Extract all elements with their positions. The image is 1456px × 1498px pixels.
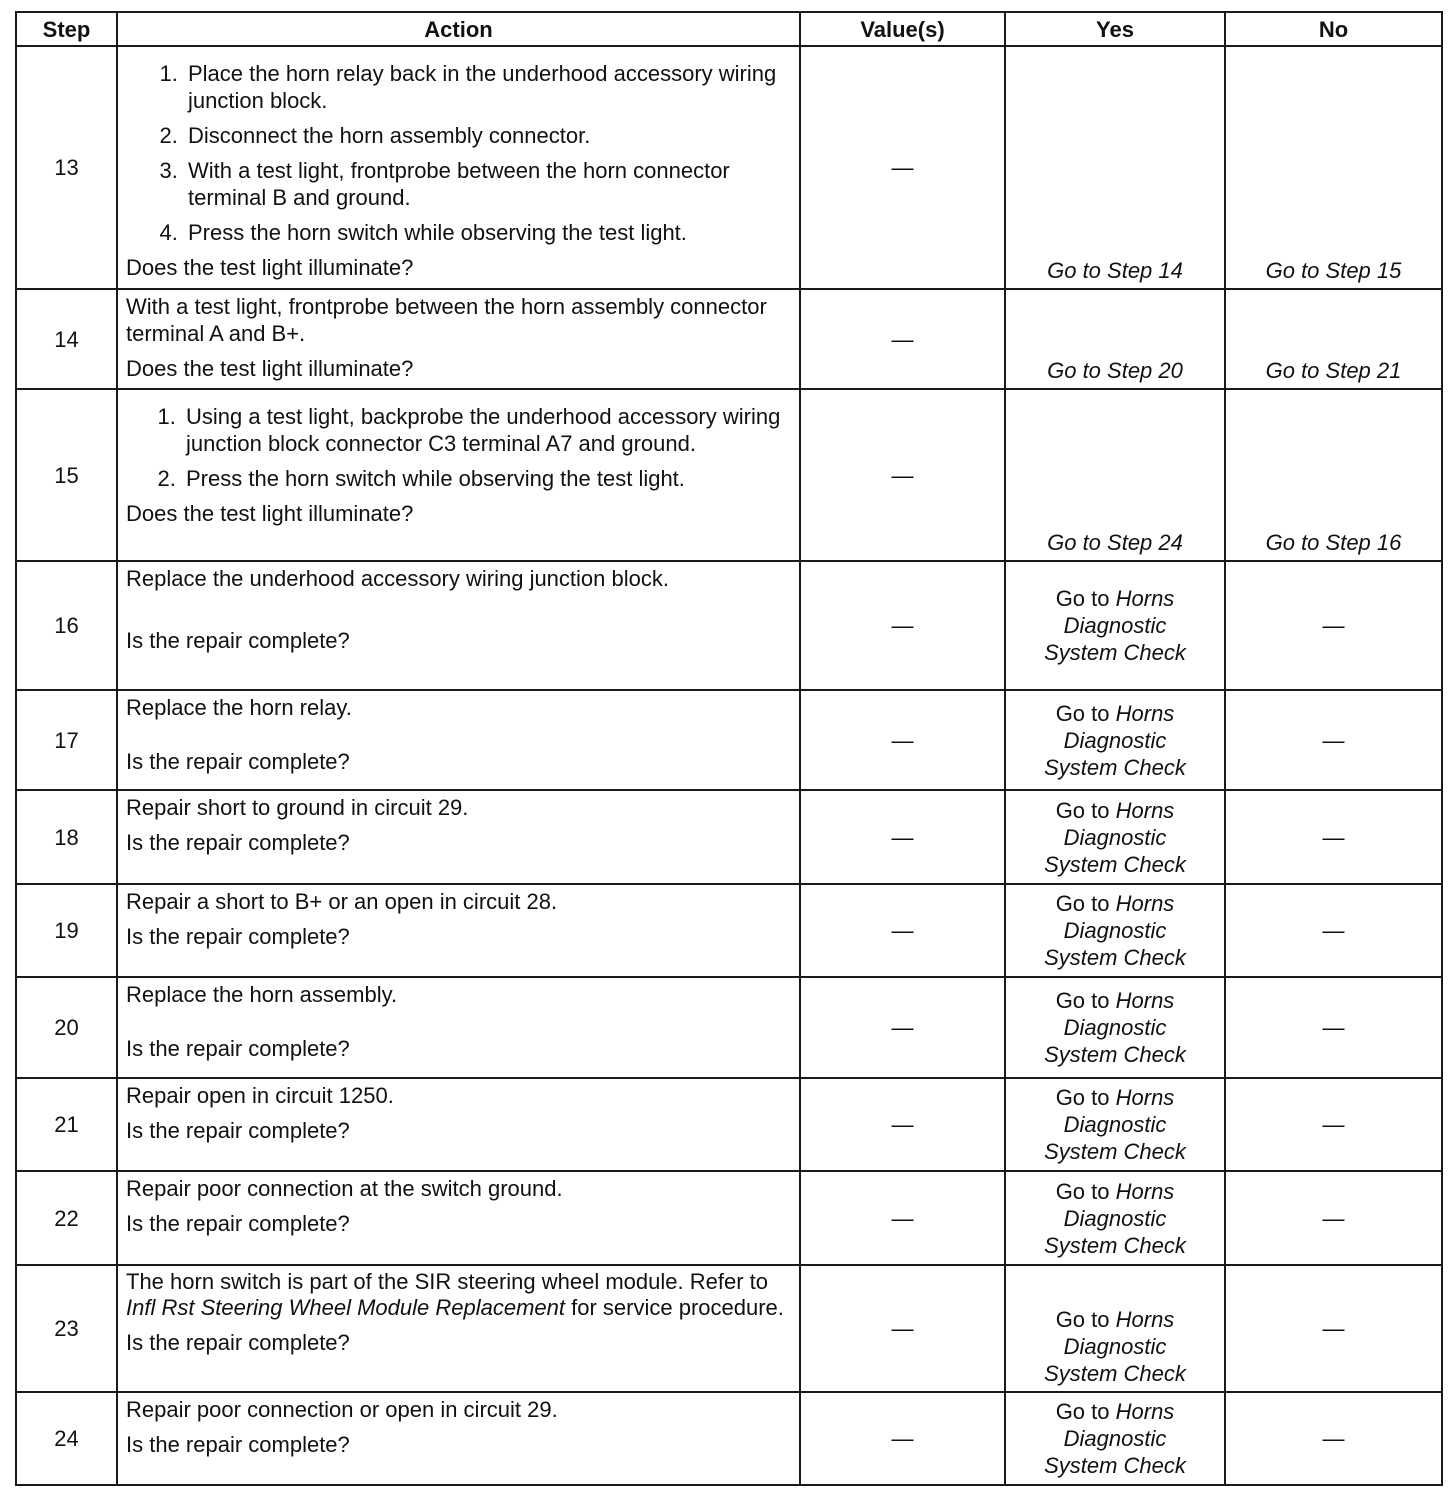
- goto-prefix: Go to: [1055, 1399, 1110, 1424]
- goto-target: System Check: [1044, 1232, 1186, 1258]
- header-values: Value(s): [800, 12, 1005, 46]
- no-cell: —: [1225, 884, 1442, 977]
- header-yes: Yes: [1005, 12, 1225, 46]
- goto-target: Horns: [1115, 700, 1175, 726]
- goto-target: Horns: [1115, 586, 1175, 611]
- action-cell: [117, 1078, 800, 1171]
- goto-target: Horns: [1115, 891, 1175, 916]
- goto-link: [1014, 797, 1216, 824]
- goto-target: Horns: [1115, 1178, 1175, 1204]
- yes-cell: [1005, 1078, 1225, 1171]
- table-row: [16, 884, 1442, 977]
- action-step: 4. Press the horn switch while observing the test light.: [184, 219, 791, 246]
- yes-cell: [1005, 1171, 1225, 1265]
- action-step: 2. Disconnect the horn assembly connector.: [184, 122, 791, 149]
- goto-target: Horns: [1115, 988, 1175, 1013]
- action-text: Replace the horn relay.: [126, 695, 352, 720]
- value-cell: —: [800, 690, 1005, 790]
- header-step: Step: [16, 12, 117, 46]
- yes-cell: [1005, 884, 1225, 977]
- yes-cell: [1005, 977, 1225, 1078]
- action-cell: [117, 46, 800, 289]
- action-question: Does the test light illuminate?: [126, 255, 414, 280]
- no-cell: —: [1225, 1078, 1442, 1171]
- action-steps: [126, 60, 791, 246]
- goto-target: System Check: [1044, 640, 1186, 665]
- goto-link: [1014, 700, 1216, 727]
- step-number: 18: [16, 790, 117, 884]
- goto-link: [1014, 1306, 1216, 1333]
- action-question: Is the repair complete?: [126, 628, 350, 653]
- no-cell: Go to Step 15: [1225, 46, 1442, 289]
- step-number: 13: [16, 46, 117, 289]
- action-question: Is the repair complete?: [126, 1432, 350, 1457]
- action-text: Repair poor connection at the switch ground.: [126, 1176, 563, 1201]
- goto-target: Horns: [1115, 1307, 1175, 1332]
- goto-prefix: Go to: [1055, 700, 1110, 726]
- goto-link: [1014, 890, 1216, 917]
- yes-cell: [1005, 1265, 1225, 1392]
- goto-target: Horns: [1115, 1085, 1175, 1110]
- table-row: [16, 1171, 1442, 1265]
- table-row: [16, 389, 1442, 561]
- value-cell: —: [800, 389, 1005, 561]
- value-cell: —: [800, 884, 1005, 977]
- table-row: [16, 1078, 1442, 1171]
- action-cell: [117, 561, 800, 690]
- goto-prefix: Go to: [1055, 988, 1110, 1013]
- step-number: 21: [16, 1078, 117, 1171]
- value-cell: —: [800, 977, 1005, 1078]
- action-question: Does the test light illuminate?: [126, 501, 414, 526]
- diagnostic-table: [15, 11, 1443, 1486]
- action-step: 1. Place the horn relay back in the underhood accessory wiring junction block.: [184, 60, 791, 114]
- no-cell: —: [1225, 790, 1442, 884]
- goto-link: [1014, 585, 1216, 612]
- goto-target: Diagnostic: [1063, 1426, 1167, 1451]
- value-cell: —: [800, 1265, 1005, 1392]
- goto-target: Horns: [1115, 1399, 1175, 1424]
- action-step: 2. Press the horn switch while observing the test light.: [182, 465, 791, 492]
- step-number: 17: [16, 690, 117, 790]
- action-cell: [117, 1265, 800, 1392]
- no-cell: —: [1225, 561, 1442, 690]
- action-cell: [117, 690, 800, 790]
- step-number: 15: [16, 389, 117, 561]
- table-row: [16, 1392, 1442, 1485]
- step-number: 24: [16, 1392, 117, 1485]
- yes-cell: Go to Step 24: [1005, 389, 1225, 561]
- action-spacer: [126, 1016, 791, 1035]
- action-text: With a test light, frontprobe between the horn assembly connector terminal A and B+.: [126, 294, 767, 346]
- value-cell: —: [800, 1078, 1005, 1171]
- action-text: [126, 1269, 791, 1321]
- action-question: Is the repair complete?: [126, 1211, 350, 1236]
- goto-target: Diagnostic: [1063, 727, 1167, 753]
- goto-link: [1014, 1084, 1216, 1111]
- table-row: [16, 690, 1442, 790]
- step-number: 22: [16, 1171, 117, 1265]
- goto-target: System Check: [1044, 851, 1186, 877]
- action-cell: [117, 884, 800, 977]
- action-question: Is the repair complete?: [126, 1118, 350, 1143]
- action-text: Repair open in circuit 1250.: [126, 1083, 394, 1108]
- yes-cell: [1005, 790, 1225, 884]
- yes-cell: [1005, 690, 1225, 790]
- value-cell: —: [800, 1392, 1005, 1485]
- value-cell: —: [800, 46, 1005, 289]
- action-text: Repair short to ground in circuit 29.: [126, 795, 469, 820]
- goto-prefix: Go to: [1055, 1307, 1110, 1332]
- action-step: 1. Using a test light, backprobe the underhood accessory wiring junction block connector C3 terminal A7 and ground.: [182, 403, 791, 457]
- value-cell: —: [800, 561, 1005, 690]
- value-cell: —: [800, 790, 1005, 884]
- step-number: 23: [16, 1265, 117, 1392]
- action-text-pre: The horn switch is part of the SIR steering wheel module. Refer to: [126, 1269, 768, 1294]
- no-cell: Go to Step 21: [1225, 289, 1442, 389]
- action-question: Is the repair complete?: [126, 830, 350, 855]
- table-row: [16, 1265, 1442, 1392]
- action-spacer: [126, 600, 791, 627]
- action-text: Replace the horn assembly.: [126, 982, 398, 1007]
- goto-target: Diagnostic: [1063, 824, 1167, 850]
- step-number: 14: [16, 289, 117, 389]
- goto-link: [1014, 1398, 1216, 1425]
- action-text: Replace the underhood accessory wiring junction block.: [126, 566, 669, 591]
- yes-cell: [1005, 1392, 1225, 1485]
- value-cell: —: [800, 289, 1005, 389]
- goto-prefix: Go to: [1055, 797, 1110, 823]
- goto-link: [1014, 1178, 1216, 1205]
- yes-cell: Go to Step 20: [1005, 289, 1225, 389]
- goto-link: [1014, 987, 1216, 1014]
- goto-target: Diagnostic: [1063, 1015, 1167, 1040]
- goto-prefix: Go to: [1055, 1085, 1110, 1110]
- table-row: [16, 977, 1442, 1078]
- action-cell: [117, 389, 800, 561]
- header-no: No: [1225, 12, 1442, 46]
- action-text: Repair poor connection or open in circuit 29.: [126, 1397, 558, 1422]
- action-text: Repair a short to B+ or an open in circuit 28.: [126, 889, 558, 914]
- no-cell: —: [1225, 1171, 1442, 1265]
- table-row: [16, 561, 1442, 690]
- no-cell: —: [1225, 690, 1442, 790]
- goto-target: System Check: [1044, 754, 1186, 780]
- action-spacer: [126, 729, 791, 748]
- goto-target: Diagnostic: [1063, 1334, 1167, 1359]
- action-cell: [117, 790, 800, 884]
- yes-cell: Go to Step 14: [1005, 46, 1225, 289]
- goto-target: System Check: [1044, 1361, 1186, 1386]
- no-cell: —: [1225, 1392, 1442, 1485]
- action-question: Is the repair complete?: [126, 924, 350, 949]
- table-row: [16, 790, 1442, 884]
- action-step: 3. With a test light, frontprobe between the horn connector terminal B and ground.: [184, 157, 791, 211]
- value-cell: —: [800, 1171, 1005, 1265]
- no-cell: Go to Step 16: [1225, 389, 1442, 561]
- goto-target: System Check: [1044, 1453, 1186, 1478]
- goto-target: Diagnostic: [1063, 918, 1167, 943]
- goto-prefix: Go to: [1055, 586, 1110, 611]
- header-row: [16, 12, 1442, 46]
- header-action: Action: [117, 12, 800, 46]
- goto-target: System Check: [1044, 1042, 1186, 1067]
- step-number: 19: [16, 884, 117, 977]
- goto-target: Diagnostic: [1063, 1205, 1167, 1231]
- table-row: [16, 289, 1442, 389]
- action-text-post: for service procedure.: [571, 1295, 784, 1320]
- action-question: Is the repair complete?: [126, 1330, 350, 1355]
- table-row: [16, 46, 1442, 289]
- action-cell: [117, 1171, 800, 1265]
- yes-cell: [1005, 561, 1225, 690]
- goto-target: Diagnostic: [1063, 613, 1167, 638]
- goto-target: System Check: [1044, 945, 1186, 970]
- goto-target: System Check: [1044, 1139, 1186, 1164]
- action-cell: [117, 977, 800, 1078]
- goto-prefix: Go to: [1055, 1178, 1110, 1204]
- reference-link[interactable]: Infl Rst Steering Wheel Module Replacement: [126, 1295, 565, 1320]
- action-cell: [117, 289, 800, 389]
- action-question: Does the test light illuminate?: [126, 356, 414, 381]
- no-cell: —: [1225, 977, 1442, 1078]
- goto-target: Horns: [1115, 797, 1175, 823]
- goto-target: Diagnostic: [1063, 1112, 1167, 1137]
- goto-prefix: Go to: [1055, 891, 1110, 916]
- step-number: 16: [16, 561, 117, 690]
- no-cell: —: [1225, 1265, 1442, 1392]
- action-question: Is the repair complete?: [126, 1036, 350, 1061]
- step-number: 20: [16, 977, 117, 1078]
- action-steps: [126, 403, 791, 492]
- action-cell: [117, 1392, 800, 1485]
- action-question: Is the repair complete?: [126, 749, 350, 774]
